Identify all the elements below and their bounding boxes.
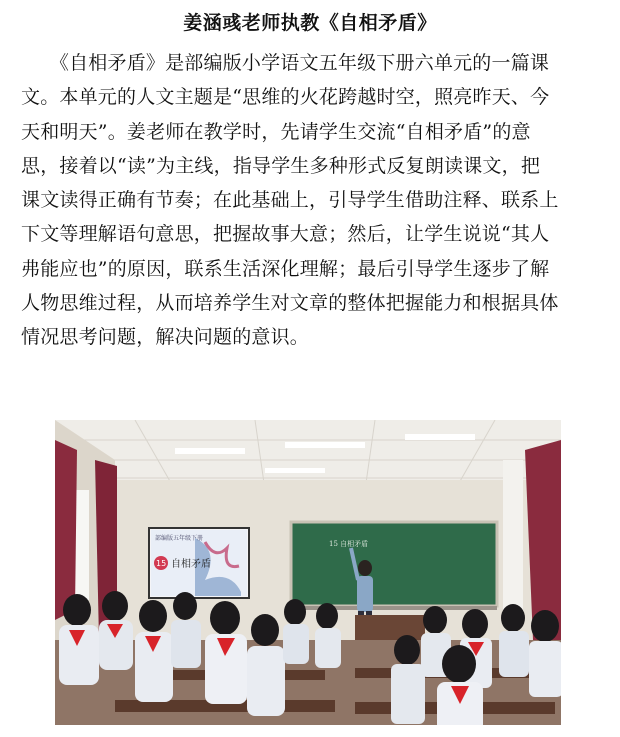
blackboard-writing: 15 自相矛盾 xyxy=(329,540,369,548)
paragraph-line: 文。本单元的人文主题是“思维的火花跨越时空，照亮昨天、今 xyxy=(21,86,550,109)
ceiling-light xyxy=(175,448,245,454)
paragraph-line: 天和明天”。姜老师在教学时，先请学生交流“自相矛盾”的意 xyxy=(21,120,531,143)
paragraph-line: 课文读得正确有节奏；在此基础上，引导学生借助注释、联系上 xyxy=(21,189,559,212)
paragraph-line: 弗能应也”的原因，联系生活深化理解；最后引导学生逐步了解 xyxy=(21,257,550,280)
classroom-illustration xyxy=(55,420,561,725)
document-title: 姜涵彧老师执教《自相矛盾》 xyxy=(183,12,437,34)
paragraph-line: 下文等理解语句意思，把握故事大意；然后，让学生说说“其人 xyxy=(21,223,550,246)
blackboard xyxy=(291,522,497,606)
paragraph-line: 人物思维过程，从而培养学生对文章的整体把握能力和根据具体 xyxy=(21,292,559,315)
window xyxy=(503,460,523,620)
classroom-photo xyxy=(55,420,561,725)
slide-title: 自相矛盾 xyxy=(171,559,211,570)
ceiling-light xyxy=(265,468,325,473)
paragraph-line: 情况思考问题，解决问题的意识。 xyxy=(21,326,310,349)
slide-number: 15 xyxy=(156,559,167,568)
ceiling-light xyxy=(285,442,365,448)
curtain xyxy=(55,440,77,620)
slide-subtitle: 部编版五年级下册 xyxy=(155,535,204,542)
paragraph-line: 《自相矛盾》是部编版小学语文五年级下册六单元的一篇课 xyxy=(21,52,550,74)
ceiling xyxy=(55,420,561,490)
article-paragraph xyxy=(21,46,605,355)
paragraph-line: 思，接着以“读”为主线，指导学生多种形式反复朗读课文，把 xyxy=(21,154,541,177)
ceiling-light xyxy=(405,434,475,440)
